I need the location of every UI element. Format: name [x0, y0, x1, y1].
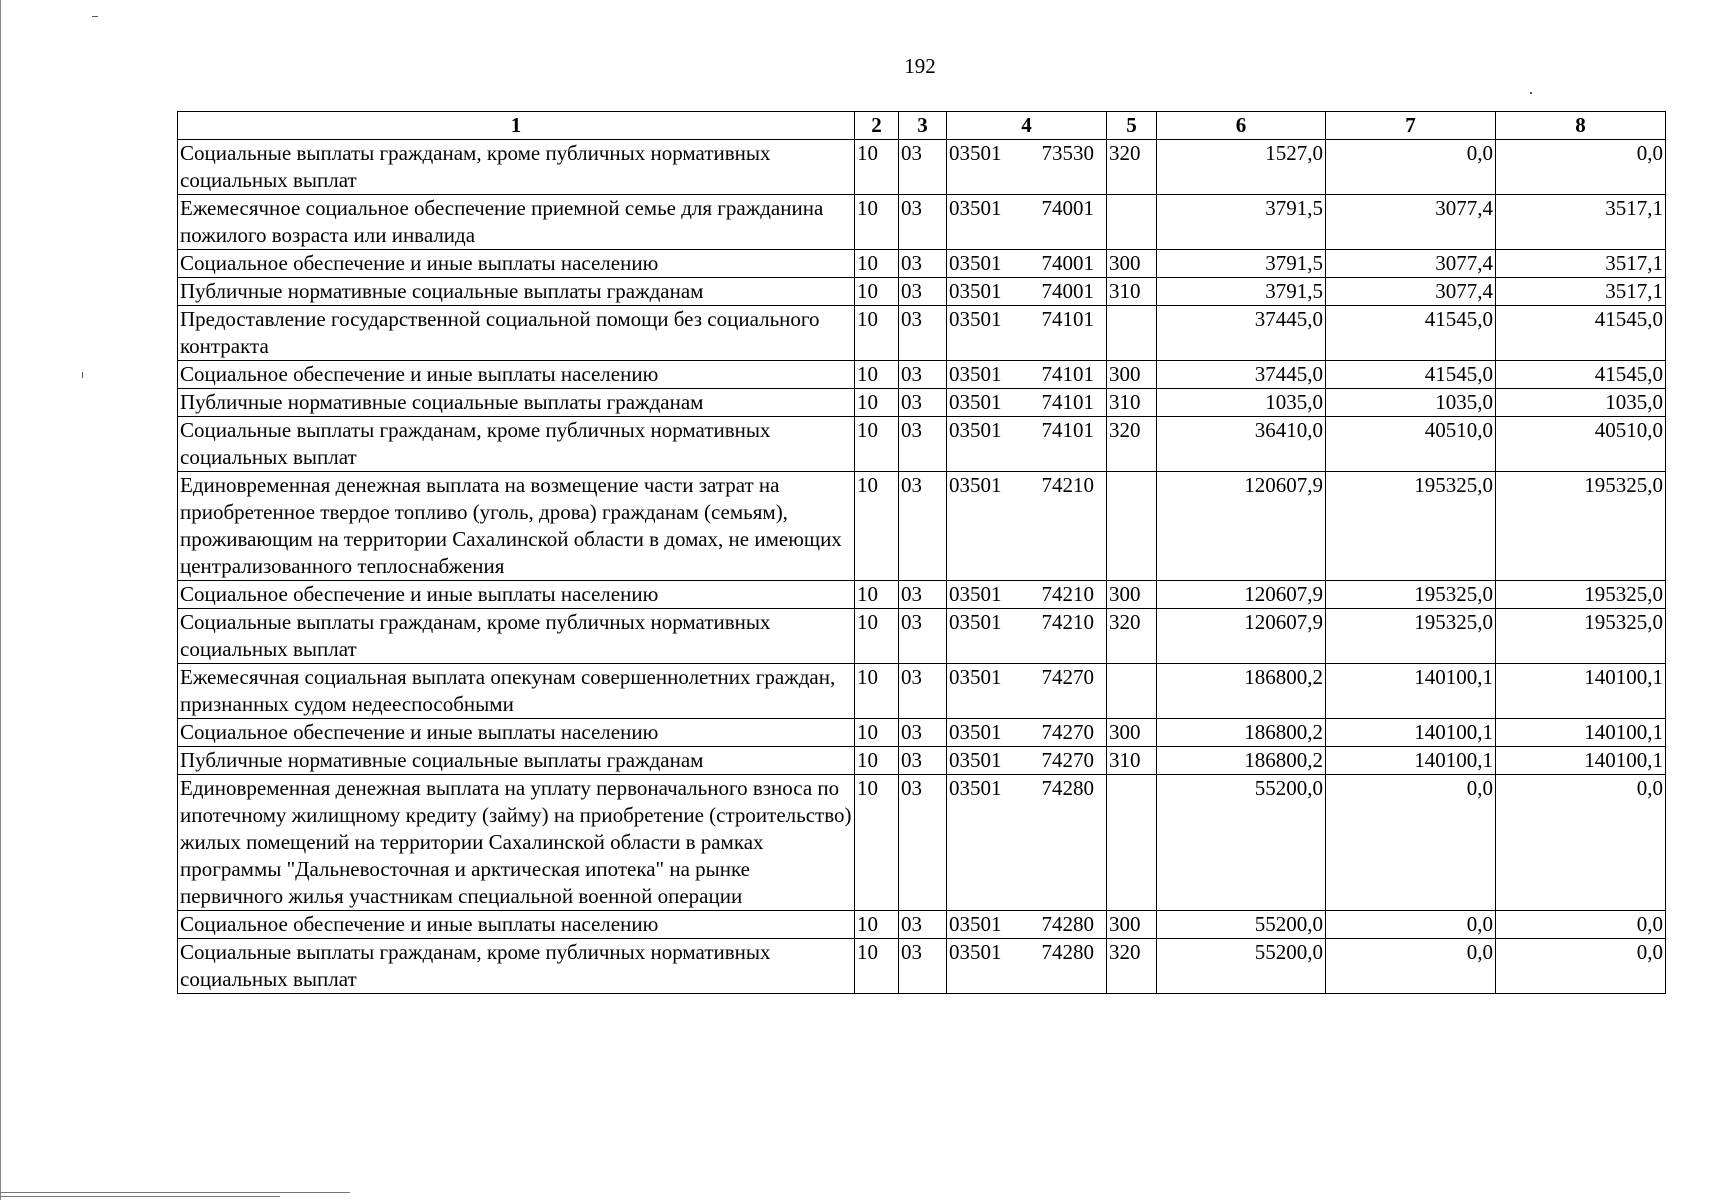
- row-name: Единовременная денежная выплата на уплату первоначального взноса по ипотечному жилищному кредиту (займу) на приобретение (строительство) жилых помещений на территории Сахалинской области в рамках программы "Дальневосточная и арктическая ипотека" на рынке первичного жилья участникам специальной военной операции: [178, 775, 855, 911]
- target-article-code: [947, 417, 1107, 472]
- subsection-code: 03: [899, 389, 947, 417]
- target-article-part: 03501: [949, 582, 1002, 606]
- row-name: Социальное обеспечение и иные выплаты населению: [178, 581, 855, 609]
- target-article-part: 03501: [949, 362, 1002, 386]
- expense-type-code: [1107, 775, 1157, 911]
- target-article-code: [947, 361, 1107, 389]
- subsection-code: 03: [899, 278, 947, 306]
- target-article-part: 73530: [1041, 141, 1094, 165]
- amount-col-6: 55200,0: [1157, 775, 1326, 911]
- target-article-part: 03501: [949, 390, 1002, 414]
- section-code: 10: [855, 911, 899, 939]
- amount-col-8: 1035,0: [1496, 389, 1666, 417]
- amount-col-6: 55200,0: [1157, 911, 1326, 939]
- target-article-part: 74101: [1041, 390, 1094, 414]
- amount-col-7: 140100,1: [1326, 747, 1496, 775]
- section-code: 10: [855, 195, 899, 250]
- expense-type-code: 300: [1107, 911, 1157, 939]
- target-article-code: [947, 140, 1107, 195]
- expense-type-code: 300: [1107, 581, 1157, 609]
- section-code: 10: [855, 719, 899, 747]
- target-article-part: 03501: [949, 196, 1002, 220]
- header-row: [178, 112, 1666, 140]
- row-name: Социальное обеспечение и иные выплаты населению: [178, 361, 855, 389]
- subsection-code: 03: [899, 664, 947, 719]
- target-article-part: 03501: [949, 279, 1002, 303]
- amount-col-6: 186800,2: [1157, 747, 1326, 775]
- target-article-part: 74210: [1041, 582, 1094, 606]
- target-article-part: 74270: [1041, 720, 1094, 744]
- col-header: 6: [1157, 112, 1326, 140]
- subsection-code: 03: [899, 609, 947, 664]
- expense-type-code: 310: [1107, 389, 1157, 417]
- col-header: 3: [899, 112, 947, 140]
- target-article-part: 74280: [1041, 940, 1094, 964]
- subsection-code: 03: [899, 417, 947, 472]
- amount-col-8: 41545,0: [1496, 361, 1666, 389]
- amount-col-6: 37445,0: [1157, 306, 1326, 361]
- amount-col-8: 0,0: [1496, 939, 1666, 994]
- target-article-code: [947, 389, 1107, 417]
- target-article-part: 03501: [949, 473, 1002, 497]
- expense-type-code: 300: [1107, 719, 1157, 747]
- row-name: Единовременная денежная выплата на возмещение части затрат на приобретенное твердое топливо (уголь, дрова) гражданам (семьям), проживающим на территории Сахалинской области в домах, не имеющих централизованного теплоснабжения: [178, 472, 855, 581]
- amount-col-6: 120607,9: [1157, 609, 1326, 664]
- expense-type-code: [1107, 306, 1157, 361]
- target-article-code: [947, 911, 1107, 939]
- page-number: 192: [904, 54, 936, 78]
- row-name: Ежемесячное социальное обеспечение приемной семье для гражданина пожилого возраста или инвалида: [178, 195, 855, 250]
- amount-col-8: 0,0: [1496, 775, 1666, 911]
- amount-col-7: 140100,1: [1326, 664, 1496, 719]
- row-name: Социальные выплаты гражданам, кроме публичных нормативных социальных выплат: [178, 417, 855, 472]
- col-header: 4: [947, 112, 1107, 140]
- table-row: [178, 250, 1666, 278]
- table-row: [178, 609, 1666, 664]
- expense-type-code: 310: [1107, 278, 1157, 306]
- target-article-code: [947, 719, 1107, 747]
- section-code: 10: [855, 747, 899, 775]
- target-article-part: 03501: [949, 940, 1002, 964]
- target-article-part: 74210: [1041, 610, 1094, 634]
- target-article-part: 03501: [949, 776, 1002, 800]
- expense-type-code: 300: [1107, 250, 1157, 278]
- target-article-part: 74101: [1041, 362, 1094, 386]
- target-article-part: 74101: [1041, 307, 1094, 331]
- table-row: [178, 581, 1666, 609]
- col-header: 7: [1326, 112, 1496, 140]
- table-row: [178, 195, 1666, 250]
- amount-col-7: 0,0: [1326, 939, 1496, 994]
- target-article-part: 03501: [949, 748, 1002, 772]
- amount-col-7: 0,0: [1326, 775, 1496, 911]
- amount-col-7: 3077,4: [1326, 278, 1496, 306]
- target-article-code: [947, 609, 1107, 664]
- target-article-part: 74280: [1041, 776, 1094, 800]
- amount-col-6: 120607,9: [1157, 472, 1326, 581]
- amount-col-6: 37445,0: [1157, 361, 1326, 389]
- amount-col-8: 140100,1: [1496, 664, 1666, 719]
- table-row: [178, 747, 1666, 775]
- amount-col-6: 3791,5: [1157, 278, 1326, 306]
- target-article-part: 74001: [1041, 251, 1094, 275]
- table-row: [178, 306, 1666, 361]
- subsection-code: 03: [899, 472, 947, 581]
- target-article-code: [947, 250, 1107, 278]
- amount-col-8: 0,0: [1496, 140, 1666, 195]
- row-name: Социальное обеспечение и иные выплаты населению: [178, 250, 855, 278]
- section-code: 10: [855, 278, 899, 306]
- target-article-part: 03501: [949, 610, 1002, 634]
- expense-type-code: 320: [1107, 609, 1157, 664]
- amount-col-6: 1035,0: [1157, 389, 1326, 417]
- section-code: 10: [855, 140, 899, 195]
- expense-type-code: 310: [1107, 747, 1157, 775]
- col-header: 1: [178, 112, 855, 140]
- scan-line: [0, 1196, 280, 1197]
- amount-col-6: 186800,2: [1157, 719, 1326, 747]
- target-article-part: 74210: [1041, 473, 1094, 497]
- target-article-part: 74001: [1041, 279, 1094, 303]
- target-article-part: 74270: [1041, 665, 1094, 689]
- subsection-code: 03: [899, 195, 947, 250]
- scan-mark: [1530, 92, 1532, 94]
- target-article-part: 03501: [949, 418, 1002, 442]
- subsection-code: 03: [899, 361, 947, 389]
- amount-col-6: 186800,2: [1157, 664, 1326, 719]
- amount-col-7: 1035,0: [1326, 389, 1496, 417]
- budget-table: [177, 111, 1666, 994]
- subsection-code: 03: [899, 939, 947, 994]
- subsection-code: 03: [899, 250, 947, 278]
- section-code: 10: [855, 664, 899, 719]
- scan-line: [0, 1192, 350, 1193]
- target-article-code: [947, 195, 1107, 250]
- amount-col-8: 140100,1: [1496, 747, 1666, 775]
- target-article-part: 03501: [949, 251, 1002, 275]
- subsection-code: 03: [899, 581, 947, 609]
- target-article-code: [947, 306, 1107, 361]
- amount-col-6: 3791,5: [1157, 250, 1326, 278]
- scan-mark: [0, 0, 1, 1200]
- row-name: Ежемесячная социальная выплата опекунам совершеннолетних граждан, признанных судом недееспособными: [178, 664, 855, 719]
- expense-type-code: [1107, 664, 1157, 719]
- row-name: Публичные нормативные социальные выплаты гражданам: [178, 747, 855, 775]
- subsection-code: 03: [899, 911, 947, 939]
- subsection-code: 03: [899, 747, 947, 775]
- subsection-code: 03: [899, 775, 947, 911]
- table-row: [178, 417, 1666, 472]
- row-name: Социальные выплаты гражданам, кроме публичных нормативных социальных выплат: [178, 609, 855, 664]
- amount-col-7: 195325,0: [1326, 581, 1496, 609]
- row-name: Социальные выплаты гражданам, кроме публичных нормативных социальных выплат: [178, 939, 855, 994]
- amount-col-8: 3517,1: [1496, 195, 1666, 250]
- section-code: 10: [855, 389, 899, 417]
- scan-mark: [82, 372, 83, 378]
- table-row: [178, 472, 1666, 581]
- col-header: 2: [855, 112, 899, 140]
- table-row: [178, 278, 1666, 306]
- col-header: 5: [1107, 112, 1157, 140]
- row-name: Публичные нормативные социальные выплаты гражданам: [178, 389, 855, 417]
- section-code: 10: [855, 472, 899, 581]
- table-row: [178, 719, 1666, 747]
- row-name: Социальное обеспечение и иные выплаты населению: [178, 911, 855, 939]
- target-article-code: [947, 472, 1107, 581]
- row-name: Социальные выплаты гражданам, кроме публичных нормативных социальных выплат: [178, 140, 855, 195]
- amount-col-6: 55200,0: [1157, 939, 1326, 994]
- subsection-code: 03: [899, 719, 947, 747]
- expense-type-code: [1107, 472, 1157, 581]
- target-article-part: 74270: [1041, 748, 1094, 772]
- amount-col-6: 1527,0: [1157, 140, 1326, 195]
- target-article-code: [947, 939, 1107, 994]
- amount-col-8: 140100,1: [1496, 719, 1666, 747]
- table-row: [178, 939, 1666, 994]
- section-code: 10: [855, 306, 899, 361]
- table-row: [178, 140, 1666, 195]
- table-row: [178, 911, 1666, 939]
- table-row: [178, 664, 1666, 719]
- amount-col-8: 195325,0: [1496, 472, 1666, 581]
- amount-col-7: 0,0: [1326, 911, 1496, 939]
- subsection-code: 03: [899, 306, 947, 361]
- amount-col-8: 3517,1: [1496, 278, 1666, 306]
- target-article-code: [947, 747, 1107, 775]
- amount-col-6: 36410,0: [1157, 417, 1326, 472]
- amount-col-7: 3077,4: [1326, 195, 1496, 250]
- target-article-part: 03501: [949, 720, 1002, 744]
- table-row: [178, 775, 1666, 911]
- target-article-part: 03501: [949, 307, 1002, 331]
- amount-col-7: 3077,4: [1326, 250, 1496, 278]
- amount-col-8: 40510,0: [1496, 417, 1666, 472]
- target-article-part: 03501: [949, 665, 1002, 689]
- target-article-code: [947, 278, 1107, 306]
- section-code: 10: [855, 250, 899, 278]
- amount-col-7: 195325,0: [1326, 609, 1496, 664]
- row-name: Публичные нормативные социальные выплаты гражданам: [178, 278, 855, 306]
- amount-col-8: 3517,1: [1496, 250, 1666, 278]
- section-code: 10: [855, 581, 899, 609]
- row-name: Социальное обеспечение и иные выплаты населению: [178, 719, 855, 747]
- target-article-part: 03501: [949, 912, 1002, 936]
- amount-col-6: 3791,5: [1157, 195, 1326, 250]
- amount-col-8: 195325,0: [1496, 609, 1666, 664]
- subsection-code: 03: [899, 140, 947, 195]
- expense-type-code: 320: [1107, 939, 1157, 994]
- amount-col-7: 140100,1: [1326, 719, 1496, 747]
- section-code: 10: [855, 775, 899, 911]
- expense-type-code: 320: [1107, 140, 1157, 195]
- amount-col-8: 195325,0: [1496, 581, 1666, 609]
- expense-type-code: 320: [1107, 417, 1157, 472]
- target-article-part: 74280: [1041, 912, 1094, 936]
- table-row: [178, 389, 1666, 417]
- expense-type-code: [1107, 195, 1157, 250]
- target-article-code: [947, 581, 1107, 609]
- target-article-part: 74001: [1041, 196, 1094, 220]
- section-code: 10: [855, 939, 899, 994]
- target-article-part: 03501: [949, 141, 1002, 165]
- col-header: 8: [1496, 112, 1666, 140]
- amount-col-7: 41545,0: [1326, 306, 1496, 361]
- amount-col-8: 0,0: [1496, 911, 1666, 939]
- target-article-code: [947, 664, 1107, 719]
- section-code: 10: [855, 417, 899, 472]
- table-row: [178, 361, 1666, 389]
- target-article-code: [947, 775, 1107, 911]
- section-code: 10: [855, 361, 899, 389]
- expense-type-code: 300: [1107, 361, 1157, 389]
- row-name: Предоставление государственной социальной помощи без социального контракта: [178, 306, 855, 361]
- scan-mark: [92, 16, 98, 17]
- amount-col-7: 195325,0: [1326, 472, 1496, 581]
- amount-col-7: 40510,0: [1326, 417, 1496, 472]
- amount-col-8: 41545,0: [1496, 306, 1666, 361]
- amount-col-7: 0,0: [1326, 140, 1496, 195]
- target-article-part: 74101: [1041, 418, 1094, 442]
- amount-col-6: 120607,9: [1157, 581, 1326, 609]
- section-code: 10: [855, 609, 899, 664]
- amount-col-7: 41545,0: [1326, 361, 1496, 389]
